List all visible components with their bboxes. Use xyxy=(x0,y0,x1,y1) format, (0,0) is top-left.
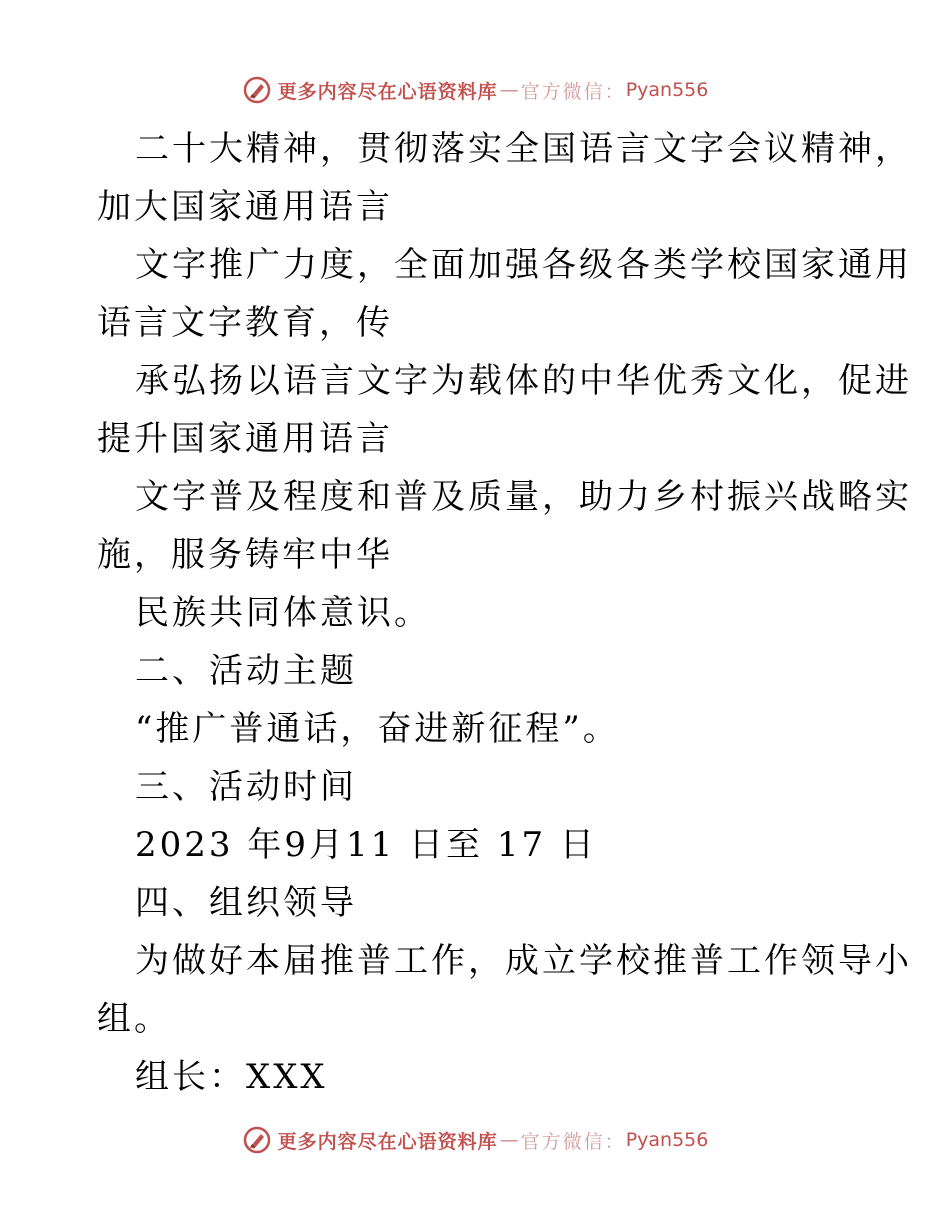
paragraph-line: 语言文字教育，传 xyxy=(97,303,393,343)
activity-time-text: 2023 年9月11 日至 17 日 xyxy=(135,825,597,865)
section-heading-time: 三、活动时间 xyxy=(135,767,357,807)
paragraph-line: 文字推广力度，全面加强各级各类学校国家通用 xyxy=(135,245,912,285)
paragraph-line: 民族共同体意识。 xyxy=(135,593,431,633)
watermark-brand: 更多内容尽在心语资料库 xyxy=(277,80,498,103)
watermark-wechat-label: 官方微信： xyxy=(520,80,626,103)
watermark-separator: — xyxy=(499,1129,519,1151)
activity-theme-text: “推广普通话，奋进新征程”。 xyxy=(135,709,620,749)
paragraph-line: 二十大精神，贯彻落实全国语言文字会议精神， xyxy=(135,129,912,169)
watermark-wechat-label: 官方微信： xyxy=(520,1130,626,1153)
watermark-separator: — xyxy=(499,79,519,101)
paragraph-line: 承弘扬以语言文字为载体的中华优秀文化，促进 xyxy=(135,361,912,401)
footer-watermark xyxy=(0,1120,950,1160)
paragraph-line: 提升国家通用语言 xyxy=(97,419,393,459)
paragraph-line: 加大国家通用语言 xyxy=(97,187,393,227)
header-watermark xyxy=(0,70,950,110)
paragraph-line: 文字普及程度和普及质量，助力乡村振兴战略实 xyxy=(135,477,912,517)
watermark-wechat-id: Pyan556 xyxy=(625,79,709,101)
section-heading-organization: 四、组织领导 xyxy=(135,883,357,923)
pen-logo-icon xyxy=(242,75,272,105)
paragraph-line: 为做好本届推普工作，成立学校推普工作领导小 xyxy=(135,941,912,981)
paragraph-line: 施，服务铸牢中华 xyxy=(97,535,393,575)
group-leader-line: 组长：XXX xyxy=(135,1057,328,1097)
section-heading-theme: 二、活动主题 xyxy=(135,651,357,691)
watermark-wechat-id: Pyan556 xyxy=(625,1129,709,1151)
paragraph-line: 组。 xyxy=(97,999,171,1039)
watermark-brand: 更多内容尽在心语资料库 xyxy=(277,1130,498,1153)
pen-logo-icon xyxy=(242,1125,272,1155)
